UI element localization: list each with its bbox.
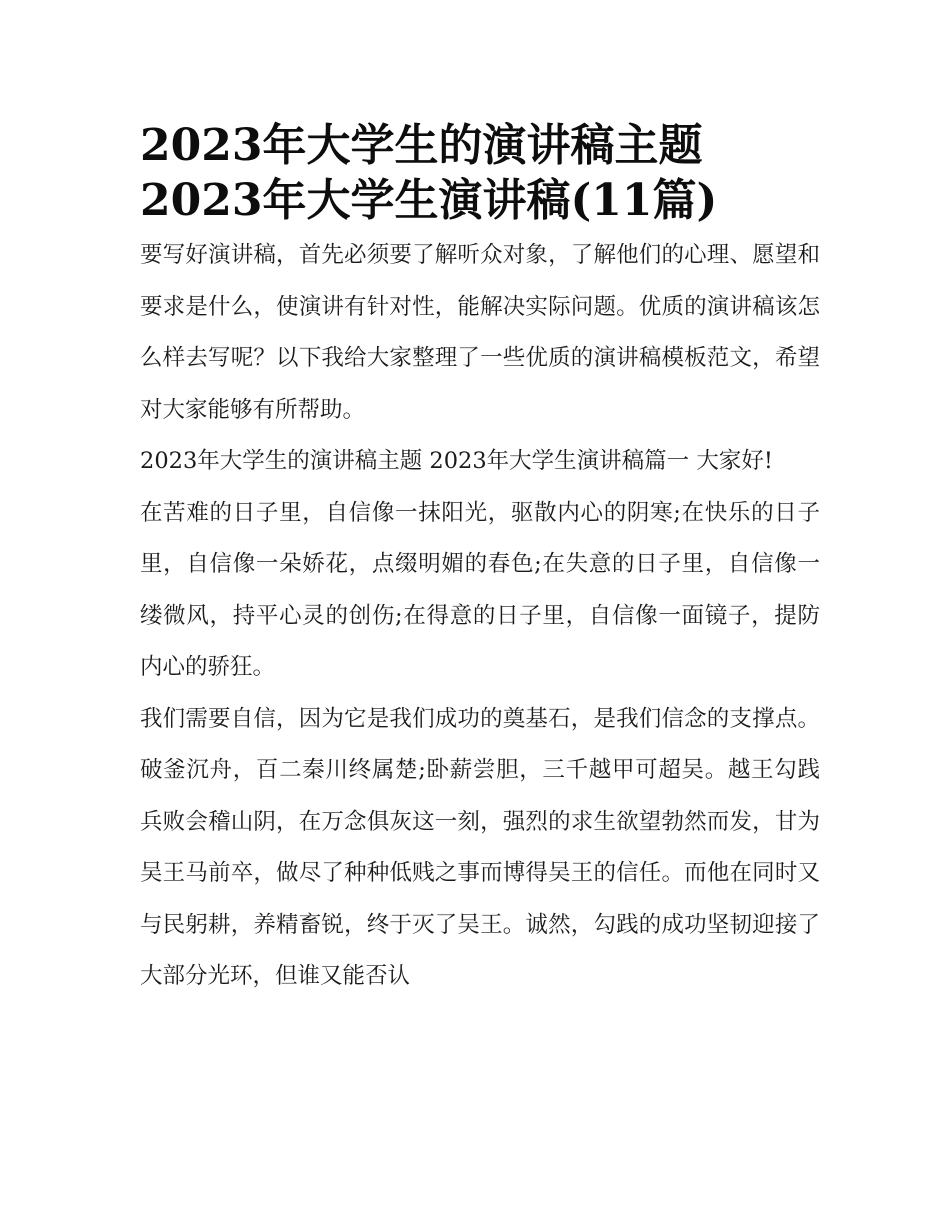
document-title [140,118,820,228]
body-paragraph-goujian: 我们需要自信，因为它是我们成功的奠基石，是我们信念的支撑点。破釜沉舟，百二秦川终属楚;卧薪尝胆，三千越甲可超吴。越王勾践兵败会稽山阴，在万念俱灰这一刻，强烈的求生欲望勃然而发，甘为吴王马前卒，做尽了种种低贱之事而博得吴王的信任。而他在同时又与民躬耕，养精畜锐，终于灭了吴王。诚然，勾践的成功坚韧迎接了大部分光环，但谁又能否认 [140,705,820,989]
body-paragraph-confidence: 在苦难的日子里，自信像一抹阳光，驱散内心的阴寒;在快乐的日子里，自信像一朵娇花，点缀明媚的春色;在失意的日子里，自信像一缕微风，持平心灵的创伤;在得意的日子里，自信像一面镜子，提防内心的骄狂。 [140,499,820,680]
intro-paragraph: 要写好演讲稿，首先必须要了解听众对象，了解他们的心理、愿望和要求是什么，使演讲有针对性，能解决实际问题。优质的演讲稿该怎么样去写呢？以下我给大家整理了一些优质的演讲稿模板范文，希望对大家能够有所帮助。 [140,242,820,423]
title-line-2: 2023年大学生演讲稿(11篇) [140,175,718,226]
section-heading-paragraph: 2023年大学生的演讲稿主题 2023年大学生演讲稿篇一 大家好! [140,448,773,474]
title-line-1: 2023年大学生的演讲稿主题 [140,120,703,171]
document-page [140,118,820,1003]
